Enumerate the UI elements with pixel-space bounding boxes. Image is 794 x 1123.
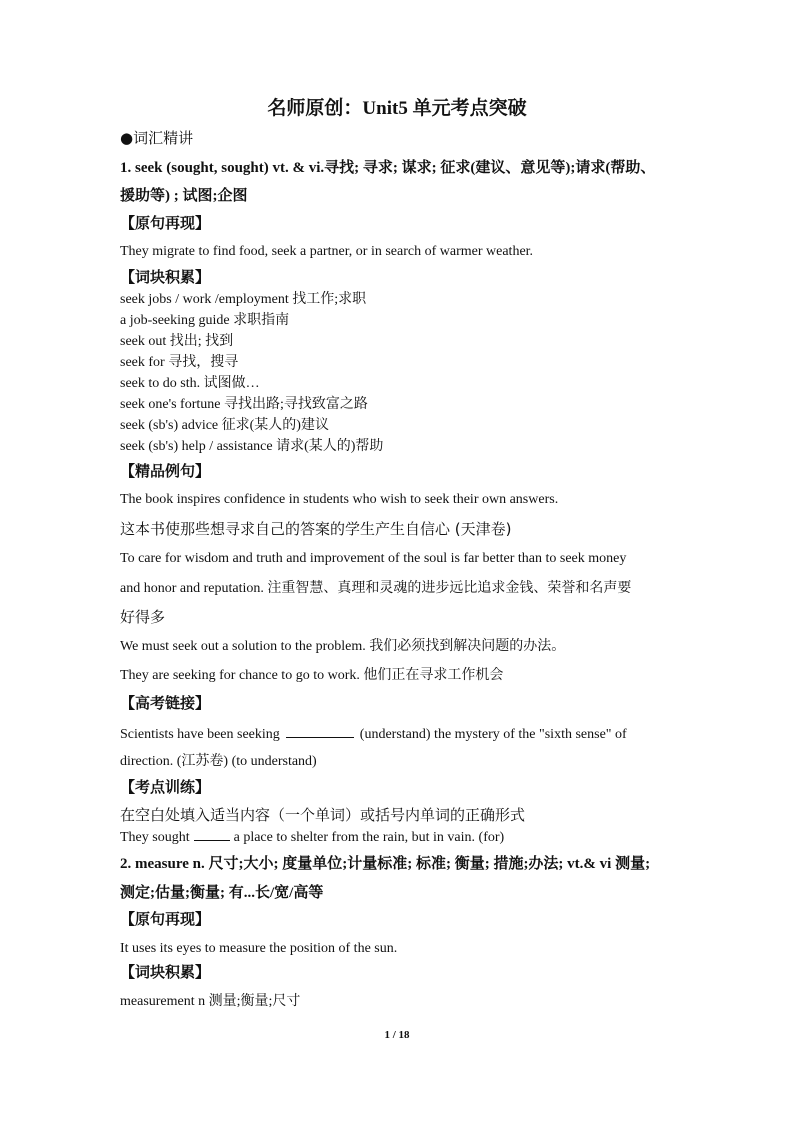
- section-vocab-heading: ●词汇精讲: [120, 129, 194, 147]
- seek-examples-label: 【精品例句】: [120, 464, 211, 480]
- practice-text-a: They sought: [120, 830, 190, 845]
- measure-heading-line1: 2. measure n. 尺寸;大小; 度量单位;计量标准; 标准; 衡量; 措施;办法; vt.& vi 测量;: [120, 856, 651, 872]
- seek-example-2-line1: To care for wisdom and truth and improvement of the soul is far better than to seek money: [120, 551, 627, 566]
- seek-example-1-cn: 这本书使那些想寻求自己的答案的学生产生自信心 (天津卷): [120, 520, 512, 538]
- seek-gaokao-line2: direction. (江苏卷) (to understand): [120, 754, 317, 769]
- seek-chunk-2: a job-seeking guide 求职指南: [120, 313, 290, 328]
- seek-heading-line1: 1. seek (sought, sought) vt. & vi.寻找; 寻求; 谋求; 征求(建议、意见等);请求(帮助、: [120, 160, 656, 176]
- seek-chunk-3: seek out 找出; 找到: [120, 334, 234, 349]
- measure-chunk-label: 【词块积累】: [120, 965, 211, 981]
- practice-text-b: a place to shelter from the rain, but in vain. (for): [233, 830, 505, 845]
- measure-original-sentence: It uses its eyes to measure the position of the sun.: [120, 941, 398, 956]
- measure-heading-line2: 测定;估量;衡量; 有...长/宽/高等: [120, 885, 324, 901]
- seek-practice-label: 【考点训练】: [120, 780, 211, 796]
- gaokao-text-b: (understand) the mystery of the "sixth sense" of: [359, 727, 627, 742]
- seek-example-2-line2: and honor and reputation. 注重智慧、真理和灵魂的进步远比追求金钱、荣誉和名声要: [120, 581, 632, 596]
- seek-chunk-1: seek jobs / work /employment 找工作;求职: [120, 292, 367, 307]
- seek-gaokao-line1: [120, 723, 627, 745]
- seek-example-2-line3: 好得多: [120, 608, 166, 626]
- page-title: 名师原创：Unit5 单元考点突破: [267, 98, 527, 119]
- seek-practice-instructions: 在空白处填入适当内容（一个单词）或括号内单词的正确形式: [120, 806, 526, 824]
- measure-chunk-1: measurement n 测量;衡量;尺寸: [120, 994, 301, 1009]
- seek-original-label: 【原句再现】: [120, 216, 211, 232]
- seek-chunk-label: 【词块积累】: [120, 270, 211, 286]
- seek-chunk-7: seek (sb's) advice 征求(某人的)建议: [120, 418, 329, 433]
- seek-example-1-en: The book inspires confidence in students who wish to seek their own answers.: [120, 492, 559, 507]
- seek-chunk-4: seek for 寻找，搜寻: [120, 355, 239, 370]
- page-number: 1 / 18: [384, 1029, 410, 1041]
- seek-example-4: They are seeking for chance to go to work. 他们正在寻求工作机会: [120, 668, 504, 683]
- seek-heading-line2: 援助等) ; 试图;企图: [120, 188, 248, 204]
- seek-chunk-8: seek (sb's) help / assistance 请求(某人的)帮助: [120, 439, 384, 454]
- seek-chunk-5: seek to do sth. 试图做…: [120, 376, 260, 391]
- seek-example-3: We must seek out a solution to the problem. 我们必须找到解决问题的办法。: [120, 639, 566, 654]
- seek-gaokao-label: 【高考链接】: [120, 696, 211, 712]
- seek-practice-question: [120, 826, 504, 848]
- gaokao-text-a: Scientists have been seeking: [120, 727, 280, 742]
- measure-original-label: 【原句再现】: [120, 912, 211, 928]
- answer-blank: [286, 723, 354, 738]
- seek-original-sentence: They migrate to find food, seek a partner, or in search of warmer weather.: [120, 244, 534, 259]
- seek-chunk-6: seek one's fortune 寻找出路;寻找致富之路: [120, 397, 368, 412]
- answer-blank: [194, 826, 230, 841]
